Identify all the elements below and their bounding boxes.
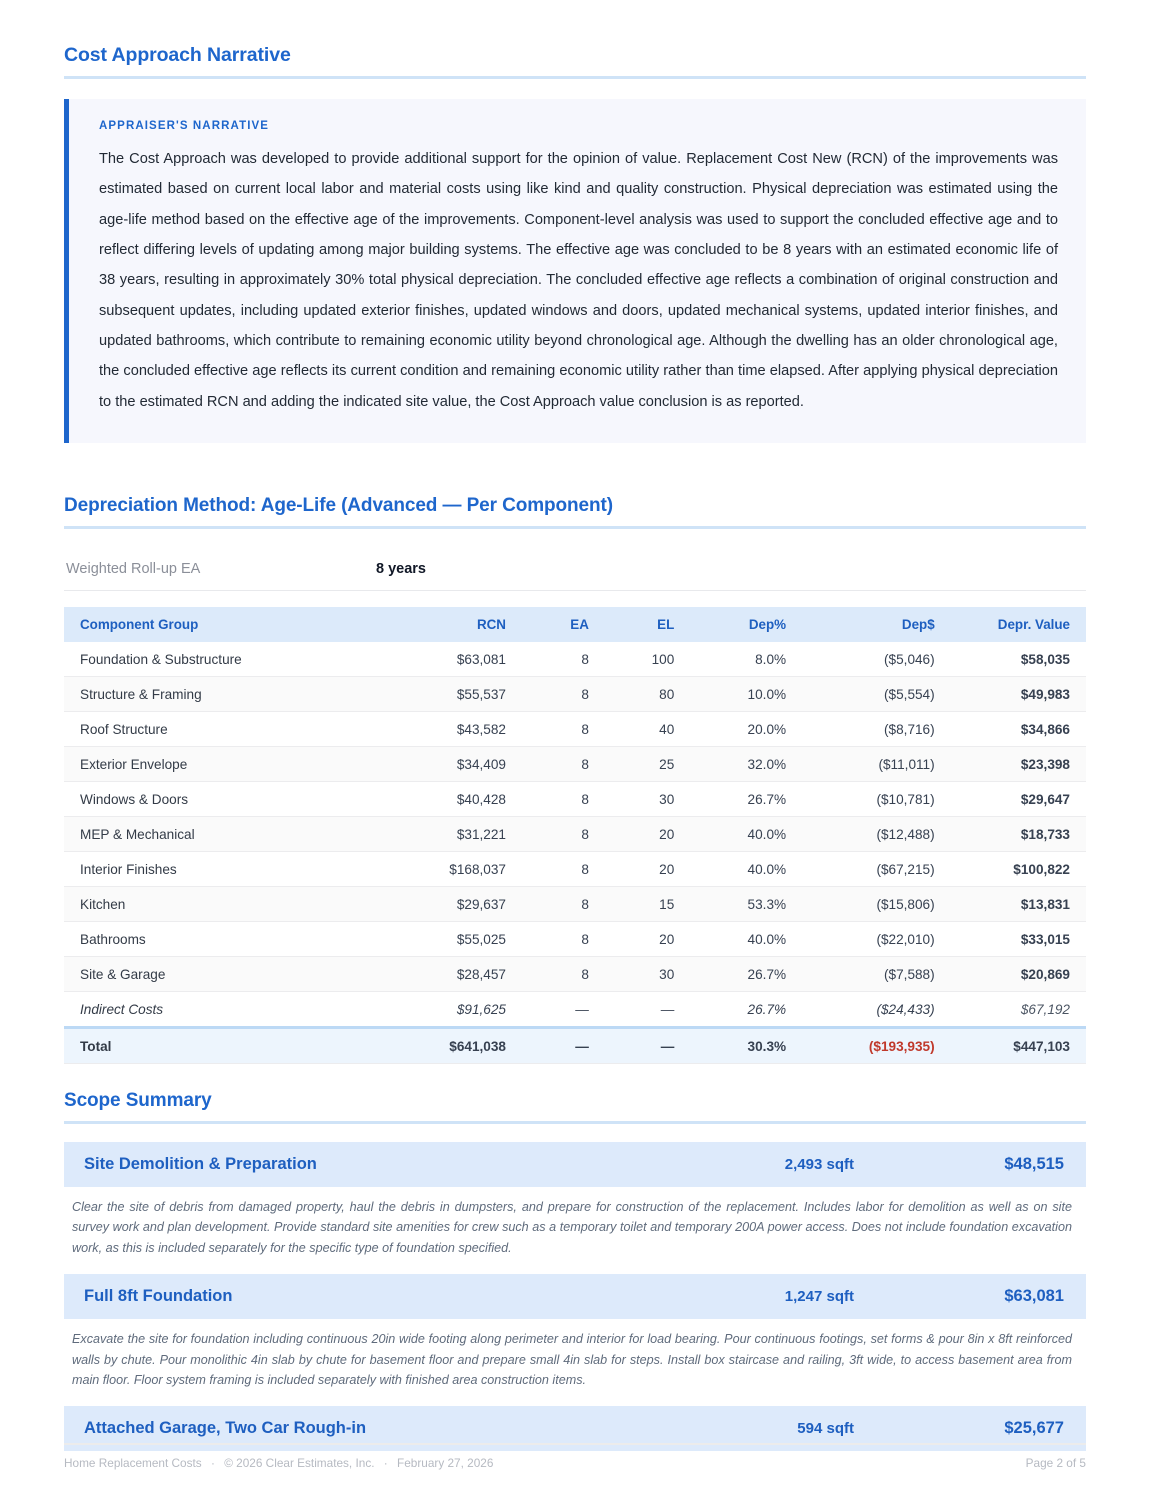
cell-total-label: Total	[64, 1028, 377, 1064]
table-row	[64, 747, 1086, 782]
cell-dep-pct: 26.7%	[684, 957, 796, 992]
table-row	[64, 642, 1086, 677]
page-footer	[64, 1443, 1086, 1470]
cell-depr-value: $23,398	[945, 747, 1086, 782]
column-header-el: EL	[599, 607, 684, 642]
column-header-dep-amount: Dep$	[796, 607, 945, 642]
cell-dep-amount: ($5,046)	[796, 642, 945, 677]
cell-dep-pct: 26.7%	[684, 992, 796, 1028]
cell-component-group: Exterior Envelope	[64, 747, 377, 782]
cell-ea: —	[516, 992, 599, 1028]
cell-depr-value: $33,015	[945, 922, 1086, 957]
table-row	[64, 677, 1086, 712]
table-row	[64, 782, 1086, 817]
cell-depr-value: $49,983	[945, 677, 1086, 712]
cell-component-group: Interior Finishes	[64, 852, 377, 887]
cell-component-group: Kitchen	[64, 887, 377, 922]
cell-component-group: Site & Garage	[64, 957, 377, 992]
scope-item-amount: $48,515	[1004, 1155, 1064, 1174]
cell-depr-value: $100,822	[945, 852, 1086, 887]
cell-dep-amount: ($24,433)	[796, 992, 945, 1028]
footer-page-number: Page 2 of 5	[1025, 1456, 1086, 1470]
section-heading-scope-summary: Scope Summary	[64, 1090, 1086, 1124]
footer-product-name: Home Replacement Costs	[64, 1456, 202, 1470]
scope-item-amount: $25,677	[1004, 1419, 1064, 1438]
cell-dep-amount: ($12,488)	[796, 817, 945, 852]
scope-item-header	[64, 1142, 1086, 1187]
cell-dep-pct: 20.0%	[684, 712, 796, 747]
cell-dep-amount: ($10,781)	[796, 782, 945, 817]
scope-item-quantity: 2,493 sqft	[784, 1156, 854, 1174]
scope-item-description: Excavate the site for foundation including continuous 20in wide footing along perimeter and interior for load bearing. Pour continuous footings, set forms & pour 8in x 8ft reinforced walls by chute. Pour monolithic 4in slab by chute for basement floor and prepare small 4in slab for steps. Install box staircase and railing, 3ft wide, to access basement area from main floor. Floor system framing is included separately with finished area construction items.	[72, 1332, 1072, 1388]
cell-component-group: Foundation & Substructure	[64, 642, 377, 677]
cell-el: 25	[599, 747, 684, 782]
cell-component-group: MEP & Mechanical	[64, 817, 377, 852]
cell-el: 15	[599, 887, 684, 922]
column-header-depr-value: Depr. Value	[945, 607, 1086, 642]
scope-item-title: Full 8ft Foundation	[84, 1287, 233, 1306]
scope-item-title: Attached Garage, Two Car Rough-in	[84, 1419, 367, 1438]
cell-ea: 8	[516, 677, 599, 712]
cell-dep-amount: ($11,011)	[796, 747, 945, 782]
weighted-rollup-ea-label: Weighted Roll-up EA	[66, 561, 201, 578]
footer-copyright: © 2026 Clear Estimates, Inc.	[224, 1456, 375, 1470]
cell-total-dep-pct: 30.3%	[684, 1028, 796, 1064]
cell-ea: 8	[516, 922, 599, 957]
cell-total-dep-amount: ($193,935)	[796, 1028, 945, 1064]
cell-dep-amount: ($67,215)	[796, 852, 945, 887]
cell-ea: 8	[516, 817, 599, 852]
cell-el: 20	[599, 817, 684, 852]
cell-total-depr-value: $447,103	[945, 1028, 1086, 1064]
scope-summary-list	[64, 1142, 1086, 1451]
scope-item-amount: $63,081	[1004, 1287, 1064, 1306]
cell-dep-amount: ($22,010)	[796, 922, 945, 957]
cell-ea: 8	[516, 852, 599, 887]
cell-dep-pct: 40.0%	[684, 922, 796, 957]
table-row	[64, 957, 1086, 992]
table-row	[64, 712, 1086, 747]
column-header-dep-pct: Dep%	[684, 607, 796, 642]
cell-depr-value: $20,869	[945, 957, 1086, 992]
cell-component-group: Structure & Framing	[64, 677, 377, 712]
cell-dep-amount: ($15,806)	[796, 887, 945, 922]
cell-rcn: $28,457	[377, 957, 516, 992]
cell-el: —	[599, 992, 684, 1028]
depreciation-table	[64, 607, 1086, 1064]
cell-ea: 8	[516, 642, 599, 677]
cell-ea: 8	[516, 887, 599, 922]
cell-dep-pct: 40.0%	[684, 817, 796, 852]
cell-depr-value: $29,647	[945, 782, 1086, 817]
cell-el: 20	[599, 922, 684, 957]
cell-dep-pct: 8.0%	[684, 642, 796, 677]
cell-el: 20	[599, 852, 684, 887]
cell-rcn: $55,025	[377, 922, 516, 957]
footer-separator: ·	[383, 1456, 388, 1470]
section-heading-cost-approach-narrative: Cost Approach Narrative	[64, 44, 1086, 79]
cell-rcn: $63,081	[377, 642, 516, 677]
depreciation-table-body	[64, 642, 1086, 1064]
scope-item-header	[64, 1274, 1086, 1319]
table-row-total	[64, 1028, 1086, 1064]
table-row-indirect-costs	[64, 992, 1086, 1028]
section-heading-depreciation-method: Depreciation Method: Age-Life (Advanced — Per Component)	[64, 495, 1086, 529]
cell-dep-pct: 53.3%	[684, 887, 796, 922]
cell-dep-pct: 10.0%	[684, 677, 796, 712]
cell-dep-pct: 26.7%	[684, 782, 796, 817]
cell-dep-amount: ($5,554)	[796, 677, 945, 712]
cell-depr-value: $67,192	[945, 992, 1086, 1028]
cell-el: 80	[599, 677, 684, 712]
cell-el: 30	[599, 782, 684, 817]
footer-separator: ·	[210, 1456, 215, 1470]
table-row	[64, 852, 1086, 887]
scope-item-quantity: 594 sqft	[797, 1420, 854, 1438]
cell-depr-value: $34,866	[945, 712, 1086, 747]
weighted-rollup-ea-value: 8 years	[376, 561, 426, 578]
cell-component-group: Windows & Doors	[64, 782, 377, 817]
cell-rcn: $55,537	[377, 677, 516, 712]
cell-component-group: Bathrooms	[64, 922, 377, 957]
cell-total-ea: —	[516, 1028, 599, 1064]
cell-ea: 8	[516, 712, 599, 747]
cell-component-group: Roof Structure	[64, 712, 377, 747]
cell-rcn: $34,409	[377, 747, 516, 782]
cell-el: 100	[599, 642, 684, 677]
table-row	[64, 922, 1086, 957]
column-header-rcn: RCN	[377, 607, 516, 642]
table-header-row	[64, 607, 1086, 642]
cell-rcn: $40,428	[377, 782, 516, 817]
appraisers-narrative-callout	[64, 99, 1086, 443]
weighted-rollup-ea-row	[64, 547, 1086, 591]
cell-rcn: $91,625	[377, 992, 516, 1028]
cell-rcn: $29,637	[377, 887, 516, 922]
cell-rcn: $168,037	[377, 852, 516, 887]
footer-date: February 27, 2026	[397, 1456, 494, 1470]
cell-depr-value: $18,733	[945, 817, 1086, 852]
narrative-body-text: The Cost Approach was developed to provide additional support for the opinion of value. Replacement Cost New (RCN) of the improvements was estimated based on current local labor and material costs using like kind and quality construction. Physical depreciation was estimated using the age-life method based on the effective age of the improvements. Component-level analysis was used to support the concluded effective age and to reflect differing levels of updating among major building systems. The effective age was concluded to be 8 years with an estimated economic life of 38 years, resulting in approximately 30% total physical depreciation. The concluded effective age reflects a combination of original construction and subsequent updates, including updated exterior finishes, updated windows and doors, updated mechanical systems, updated interior finishes, and updated bathrooms, which contribute to remaining economic utility beyond chronological age. Although the dwelling has an older chronological age, the concluded effective age reflects its current condition and remaining economic utility rather than time elapsed. After applying physical depreciation to the estimated RCN and adding the indicated site value, the Cost Approach value conclusion is as reported.	[99, 151, 1058, 410]
cell-total-el: —	[599, 1028, 684, 1064]
scope-item-description: Clear the site of debris from damaged property, haul the debris in dumpsters, and prepare for construction of the replacement. Includes labor for demolition as well as on site survey work and plan development. Provide standard site amenities for crew such as a temporary toilet and temporary 200A power access. Does not include foundation excavation work, as this is included separately for the specific type of foundation specified.	[72, 1200, 1072, 1255]
cell-rcn: $31,221	[377, 817, 516, 852]
scope-item-title: Site Demolition & Preparation	[84, 1155, 317, 1174]
cell-depr-value: $13,831	[945, 887, 1086, 922]
cell-ea: 8	[516, 782, 599, 817]
cell-rcn: $43,582	[377, 712, 516, 747]
cell-total-rcn: $641,038	[377, 1028, 516, 1064]
cell-el: 30	[599, 957, 684, 992]
cell-ea: 8	[516, 747, 599, 782]
cell-component-group: Indirect Costs	[64, 992, 377, 1028]
cell-ea: 8	[516, 957, 599, 992]
cell-dep-pct: 32.0%	[684, 747, 796, 782]
table-row	[64, 887, 1086, 922]
cell-dep-pct: 40.0%	[684, 852, 796, 887]
cell-el: 40	[599, 712, 684, 747]
footer-left-text	[64, 1456, 1026, 1470]
scope-item-quantity: 1,247 sqft	[784, 1288, 854, 1306]
cell-dep-amount: ($7,588)	[796, 957, 945, 992]
column-header-ea: EA	[516, 607, 599, 642]
narrative-kicker-label: APPRAISER'S NARRATIVE	[99, 120, 270, 132]
cell-dep-amount: ($8,716)	[796, 712, 945, 747]
cell-depr-value: $58,035	[945, 642, 1086, 677]
table-row	[64, 817, 1086, 852]
column-header-component-group: Component Group	[64, 607, 377, 642]
